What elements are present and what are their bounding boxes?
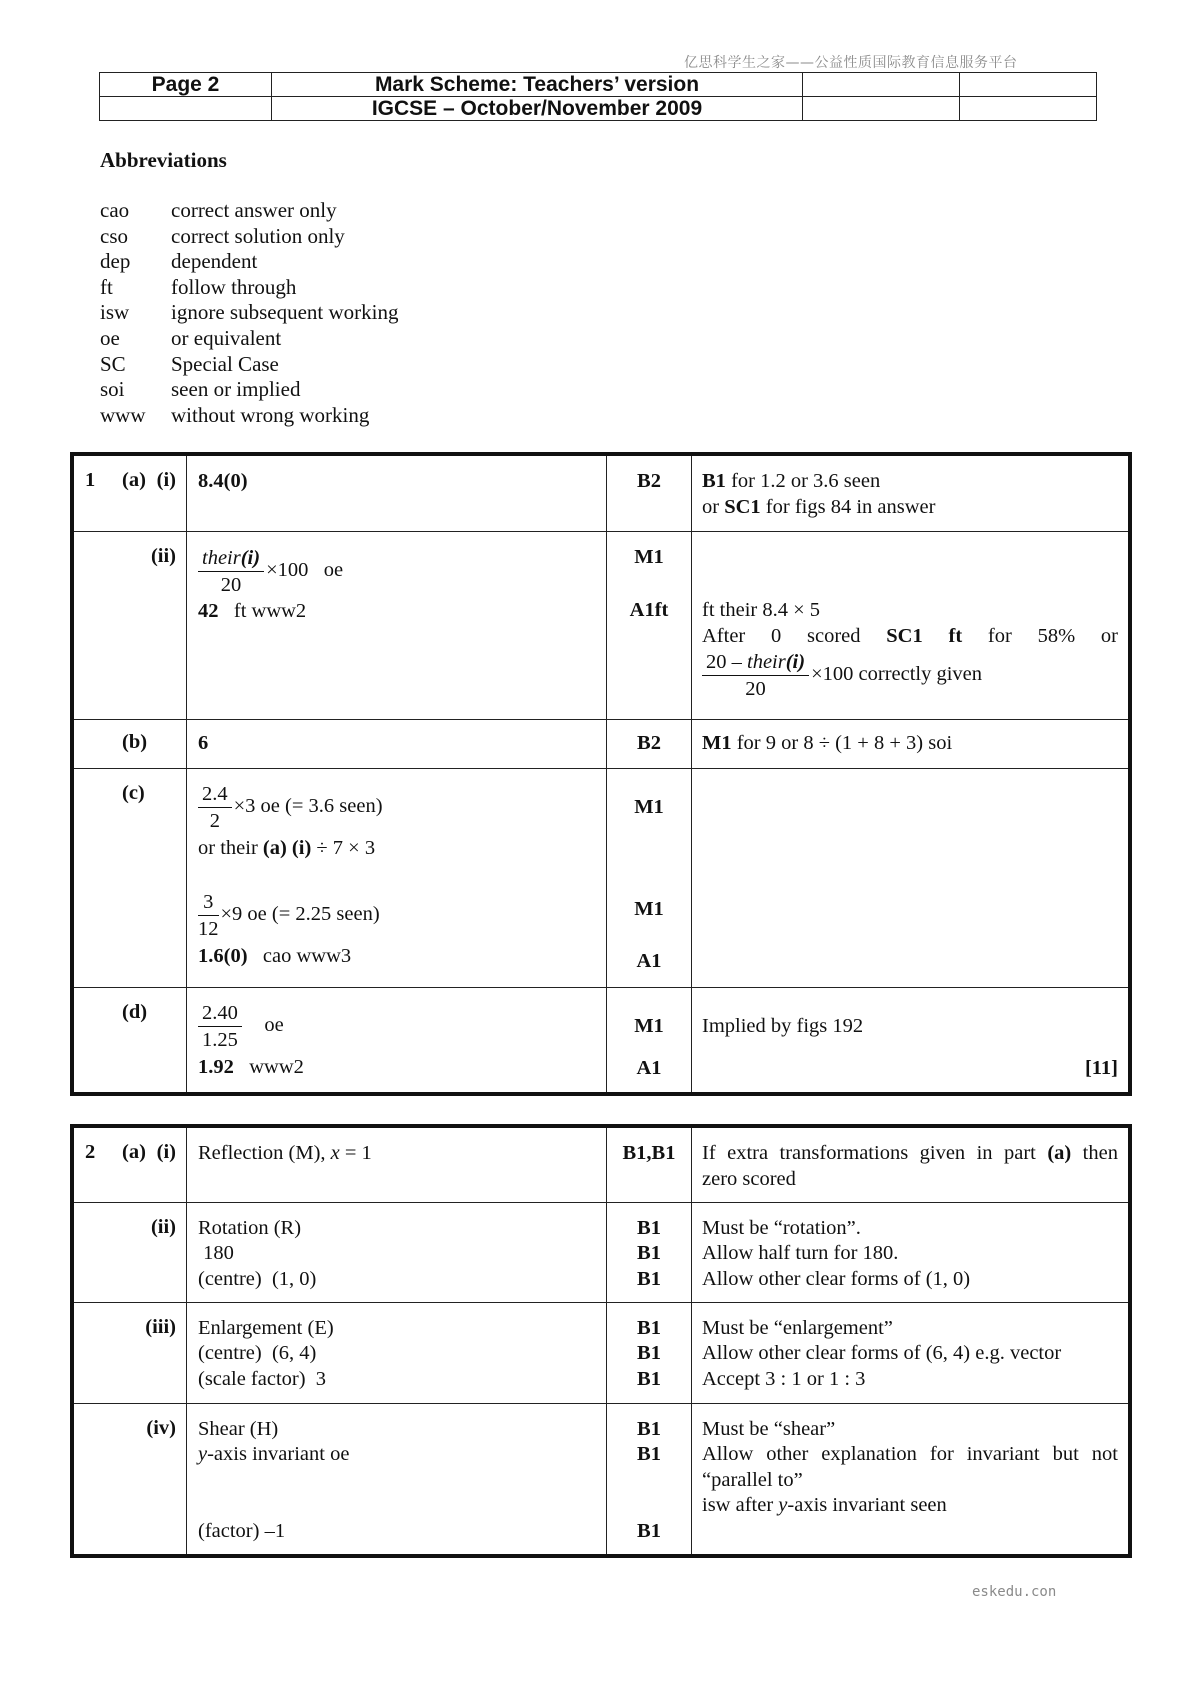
note: Implied by figs 192 <box>702 1014 864 1037</box>
abbreviation-row: soi seen or implied <box>100 377 301 402</box>
table-row: (d) $\frac{2.40}{1.25}$ oe 1.92 www2 M1 A1 Implied by figs 192 [11] <box>72 987 1130 1094</box>
question-number: 2 <box>85 1141 96 1163</box>
note: Must be “enlargement” <box>702 1316 893 1339</box>
mark: A1 <box>636 1057 662 1079</box>
fraction-expression: $\frac{2.4}{2}$ ×3 oe (= 3.6 seen) <box>198 781 606 836</box>
table-row: (c) $\frac{2.4}{2}$ ×3 oe (= 3.6 seen) or their (a) (i) ÷ 7 × 3 $\frac{3}{12}$ ×9 oe (= 2.25 seen) 1.6(0) cao www3 M1 M1 A1 <box>72 768 1130 987</box>
part-label: (d) <box>122 1000 148 1023</box>
note: Must be “rotation”. <box>702 1216 861 1239</box>
table-row <box>72 719 1130 768</box>
mark: B1 <box>637 1519 661 1542</box>
subpart-label: (iv) <box>146 1416 176 1439</box>
note: If extra transformations given in part (a) then <box>702 1142 1118 1164</box>
note: zero scored <box>702 1167 796 1190</box>
watermark: 亿思科学生之家——公益性质国际教育信息服务平台 <box>684 55 1018 71</box>
fraction-expression: $\frac{\text{20 – their(i)}}{20}$ ×100 correctly given <box>702 649 1118 702</box>
mark: A1 <box>636 949 662 972</box>
mark: B1 <box>637 1267 661 1290</box>
answer-line: Enlargement (E) <box>198 1316 334 1339</box>
part-label: (c) <box>122 781 145 804</box>
mark: B1 <box>637 1242 661 1264</box>
note: “parallel to” <box>702 1468 803 1491</box>
answer-line: Rotation (R) <box>198 1216 302 1239</box>
subpart-label: (ii) <box>150 1215 176 1238</box>
mark: B2 <box>637 470 661 492</box>
abbreviation-row: SC Special Case <box>100 351 279 376</box>
mark: B1 <box>637 1342 661 1364</box>
table-row <box>72 1302 1130 1403</box>
footer-url: eskedu.con <box>972 1584 1057 1600</box>
note: B1 for 1.2 or 3.6 seen <box>702 470 881 492</box>
abbreviation-row: www without wrong working <box>100 402 370 427</box>
fraction-expression: $\frac{2.40}{1.25}$ oe <box>198 1000 606 1055</box>
fraction: $\frac{\text{20 – their(i)}}{20}$ <box>702 649 809 702</box>
answer: 8.4(0) <box>198 470 248 492</box>
abbreviations-title: Abbreviations <box>100 148 227 172</box>
answer: Reflection (M), x = 1 <box>198 1142 372 1164</box>
abbreviation-row: cao correct answer only <box>100 198 337 222</box>
subpart-label: (i) <box>156 1141 176 1163</box>
question-number: 1 <box>85 469 96 491</box>
note: M1 for 9 or 8 ÷ (1 + 8 + 3) soi <box>702 731 953 754</box>
note: Allow other clear forms of (6, 4) e.g. vector <box>702 1342 1062 1364</box>
note: Allow other clear forms of (1, 0) <box>702 1267 971 1290</box>
fraction-expression: $\frac{\text{their(i)}}{20}$ ×100 oe <box>198 545 606 599</box>
answer: 1.6(0) <box>198 945 248 967</box>
answer-line: Shear (H) <box>198 1417 279 1440</box>
table-row <box>72 1202 1130 1302</box>
working-line: or their (a) (i) ÷ 7 × 3 <box>198 836 376 859</box>
abbreviation-row: dep dependent <box>100 249 258 274</box>
note: or SC1 for figs 84 in answer <box>702 495 936 518</box>
abbreviation-row: oe or equivalent <box>100 325 282 350</box>
answer-line: (scale factor) 3 <box>198 1367 327 1390</box>
page-number: Page 2 <box>100 73 272 97</box>
mark: A1ft <box>629 599 669 621</box>
question-1-table <box>70 452 1132 1096</box>
abbreviation-row: cso correct solution only <box>100 223 345 248</box>
answer-line: 180 <box>198 1242 234 1264</box>
answer-line: (centre) (6, 4) <box>198 1342 317 1364</box>
mark: M1 <box>634 898 664 920</box>
answer-line: (factor) –1 <box>198 1519 286 1542</box>
fraction: $\frac{2.4}{2}$ <box>198 781 232 834</box>
total-marks: [11] <box>1084 1057 1118 1079</box>
answer: 6 <box>198 731 209 754</box>
mark: B1 <box>637 1367 661 1390</box>
answer: 1.92 <box>198 1055 234 1078</box>
mark: B1 <box>637 1216 661 1239</box>
table-row <box>72 1126 1130 1202</box>
fraction: $\frac{3}{12}$ <box>198 891 219 940</box>
answer-line: (centre) (1, 0) <box>198 1267 317 1290</box>
header-exam: IGCSE – October/November 2009 <box>272 97 803 121</box>
abbreviation-row: isw ignore subsequent working <box>100 300 399 325</box>
mark: B1,B1 <box>622 1142 676 1164</box>
part-label: (b) <box>122 730 148 753</box>
table-row <box>72 454 1130 531</box>
mark: M1 <box>634 795 664 818</box>
header-title: Mark Scheme: Teachers’ version <box>272 73 803 97</box>
question-2-table <box>70 1124 1132 1558</box>
note: isw after y-axis invariant seen <box>702 1494 947 1516</box>
mark: B1 <box>637 1443 661 1465</box>
part-label: (a) <box>122 1141 146 1163</box>
abbreviation-row: ft follow through <box>100 274 297 299</box>
note: Allow other explanation for invariant but not <box>702 1443 1118 1465</box>
mark: B1 <box>637 1316 661 1339</box>
mark: B2 <box>637 731 661 754</box>
note: Must be “shear” <box>702 1417 836 1440</box>
note: ft their 8.4 × 5 <box>702 599 821 621</box>
fraction: $\frac{2.40}{1.25}$ <box>198 1000 242 1053</box>
subpart-label: (ii) <box>150 544 176 567</box>
mark: M1 <box>634 1014 664 1037</box>
mark: B1 <box>637 1417 661 1440</box>
note: After 0 scored SC1 ft for 58% or <box>702 624 1118 647</box>
answer-line: y-axis invariant oe <box>198 1443 350 1465</box>
fraction-expression: $\frac{3}{12}$ ×9 oe (= 2.25 seen) <box>198 891 380 940</box>
mark: M1 <box>634 545 664 568</box>
part-label: (a) <box>122 469 146 491</box>
fraction: $\frac{\text{their(i)}}{20}$ <box>198 545 264 598</box>
note: Accept 3 : 1 or 1 : 3 <box>702 1367 866 1390</box>
abbreviations-list <box>100 198 398 428</box>
subpart-label: (iii) <box>145 1315 176 1338</box>
table-row: (ii) $\frac{\text{their(i)}}{20}$ ×100 oe 42 ft www2 M1 A1ft ft their 8.4 × 5 After 0 scored SC1 ft for 58% or $\frac{\text{20 – their(i)}}{20}$ ×100 correctly given <box>72 531 1130 719</box>
subpart-label: (i) <box>156 469 176 491</box>
answer: 42 <box>198 599 219 622</box>
page-header <box>99 72 1097 121</box>
note: Allow half turn for 180. <box>702 1242 899 1264</box>
table-row <box>72 1403 1130 1556</box>
